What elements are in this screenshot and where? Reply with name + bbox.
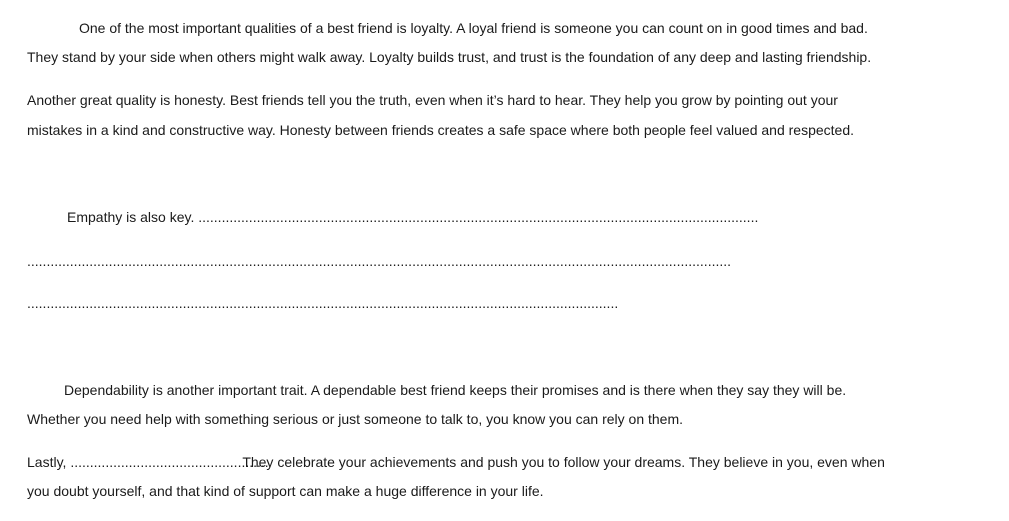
dependability-line-2: Whether you need help with something serious or just someone to talk to, you know you can rely on them. bbox=[27, 411, 684, 427]
honesty-line-2: mistakes in a kind and constructive way. Honesty between friends creates a safe space where both people feel valued and respected. bbox=[27, 122, 854, 138]
support-line-1 bbox=[27, 453, 885, 471]
support-blank: ................................................... bbox=[70, 454, 269, 470]
loyalty-line-1: One of the most important qualities of a best friend is loyalty. A loyal friend is someone you can count on in good times and bad. bbox=[79, 20, 868, 36]
support-continuation-text: They celebrate your achievements and push you to follow your dreams. They believe in you, even when bbox=[242, 454, 885, 470]
support-line-2: you doubt yourself, and that kind of support can make a huge difference in your life. bbox=[27, 483, 544, 499]
empathy-line-1: Empathy is also key. ................................................................................................................................................ bbox=[67, 209, 759, 225]
honesty-line-1: Another great quality is honesty. Best friends tell you the truth, even when it’s hard to hear. They help you grow by pointing out your bbox=[27, 92, 838, 108]
empathy-blank-line-3: ........................................................................................................................................................ bbox=[27, 295, 619, 311]
empathy-blank-line-2: ..................................................................................................................................................................................... bbox=[27, 253, 732, 269]
dependability-line-1: Dependability is another important trait. A dependable best friend keeps their promises and is there when they say they will be. bbox=[64, 382, 847, 398]
support-lead-text: Lastly, bbox=[27, 454, 71, 470]
loyalty-line-2: They stand by your side when others might walk away. Loyalty builds trust, and trust is the foundation of any deep and lasting friendship. bbox=[27, 49, 872, 65]
